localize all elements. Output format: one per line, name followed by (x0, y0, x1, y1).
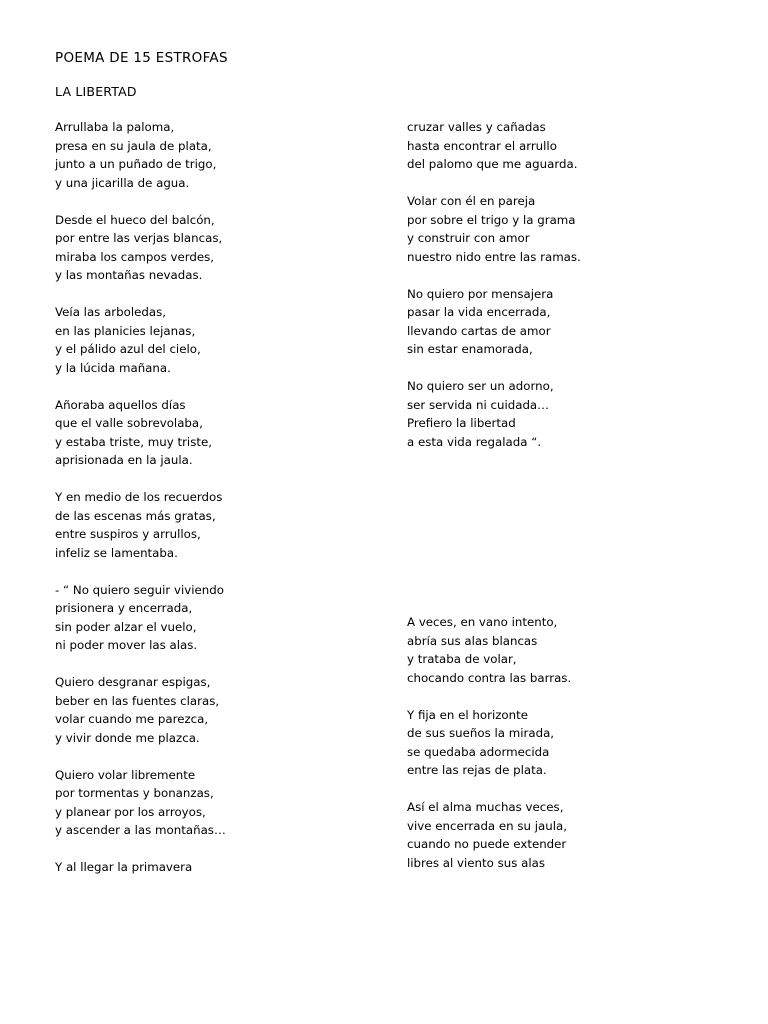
verse-line: de las escenas más gratas, (55, 508, 216, 523)
verse-line: Quiero volar libremente (55, 767, 196, 782)
verse-line: y trataba de volar, (407, 652, 517, 666)
stanza (55, 118, 355, 192)
verse-line: Y fija en el horizonte (407, 707, 529, 722)
verse-line: cuando no puede extender (407, 837, 567, 851)
verse-line: beber en las fuentes claras, (55, 693, 220, 708)
right-column-top (407, 118, 727, 470)
verse-line: ser servida ni cuidada… (407, 397, 549, 412)
verse-line: y vivir donde me plazca. (55, 730, 200, 745)
verse-line: Quiero desgranar espigas, (55, 675, 211, 689)
verse-line: Volar con él en pareja (407, 194, 536, 208)
verse-line: abría sus alas blancas (407, 633, 538, 648)
verse-line: y las montañas nevadas. (55, 268, 203, 282)
poem-collection-title: POEMA DE 15 ESTROFAS (55, 50, 228, 66)
verse-line: - “ No quiero seguir viviendo (55, 582, 224, 597)
left-column (55, 118, 355, 895)
stanza (55, 211, 355, 285)
verse-line: Arrullaba la paloma, (55, 120, 175, 134)
verse-line: llevando cartas de amor (407, 323, 551, 338)
verse-line: Veía las arboledas, (55, 305, 167, 319)
verse-line: que el valle sobrevolaba, (55, 416, 203, 430)
verse-line: junto a un puñado de trigo, (55, 157, 217, 171)
verse-line: Así el alma muchas veces, (407, 800, 564, 814)
verse-line: prisionera y encerrada, (55, 601, 193, 615)
verse-line: por tormentas y bonanzas, (55, 786, 214, 800)
verse-line: cruzar valles y cañadas (407, 120, 546, 134)
stanza (55, 766, 355, 840)
verse-line: Añoraba aquellos días (55, 397, 186, 412)
stanza (55, 303, 355, 377)
verse-line: entre las rejas de plata. (407, 763, 547, 777)
verse-line: entre suspiros y arrullos, (55, 527, 201, 541)
verse-line: infeliz se lamentaba. (55, 545, 178, 560)
stanza (407, 706, 727, 780)
verse-line: se quedaba adormecida (407, 744, 550, 759)
verse-line: sin estar enamorada, (407, 342, 533, 356)
verse-line: vive encerrada en su jaula, (407, 818, 568, 833)
verse-line: miraba los campos verdes, (55, 249, 215, 264)
verse-line: aprisionada en la jaula. (55, 453, 193, 467)
verse-line: presa en su jaula de plata, (55, 138, 212, 153)
verse-line: A veces, en vano intento, (407, 615, 558, 629)
verse-line: por sobre el trigo y la grama (407, 212, 576, 227)
verse-line: hasta encontrar el arrullo (407, 138, 557, 153)
verse-line: ni poder mover las alas. (55, 638, 198, 652)
verse-line: Y al llegar la primavera (55, 860, 193, 874)
stanza (407, 118, 727, 174)
stanza (55, 673, 355, 747)
stanza (55, 581, 355, 655)
verse-line: pasar la vida encerrada, (407, 305, 551, 319)
verse-line: libres al viento sus alas (407, 855, 546, 870)
verse-line: Prefiero la libertad (407, 416, 516, 430)
verse-line: volar cuando me parezca, (55, 712, 209, 726)
verse-line: nuestro nido entre las ramas. (407, 249, 581, 264)
verse-line: y el pálido azul del cielo, (55, 342, 201, 356)
verse-line: No quiero ser un adorno, (407, 379, 554, 393)
verse-line: chocando contra las barras. (407, 670, 572, 685)
verse-line: y la lúcida mañana. (55, 360, 171, 375)
verse-line: por entre las verjas blancas, (55, 231, 223, 245)
verse-line: No quiero por mensajera (407, 286, 554, 301)
stanza (407, 613, 727, 687)
verse-line: y estaba triste, muy triste, (55, 434, 212, 449)
verse-line: Desde el hueco del balcón, (55, 212, 215, 227)
stanza (55, 858, 355, 877)
stanza (407, 377, 727, 451)
stanza (407, 285, 727, 359)
right-column-bottom (407, 613, 727, 891)
verse-line: y ascender a las montañas… (55, 823, 226, 837)
poem-title: LA LIBERTAD (55, 84, 137, 99)
verse-line: y construir con amor (407, 231, 530, 245)
verse-line: Y en medio de los recuerdos (55, 490, 223, 504)
verse-line: a esta vida regalada “. (407, 434, 542, 449)
stanza (407, 192, 727, 266)
verse-line: de sus sueños la mirada, (407, 726, 555, 740)
verse-line: y una jicarilla de agua. (55, 175, 190, 190)
verse-line: sin poder alzar el vuelo, (55, 619, 197, 634)
stanza (407, 798, 727, 872)
stanza (55, 396, 355, 470)
verse-line: del palomo que me aguarda. (407, 157, 578, 171)
verse-line: y planear por los arroyos, (55, 804, 206, 819)
stanza (55, 488, 355, 562)
verse-line: en las planicies lejanas, (55, 323, 196, 338)
